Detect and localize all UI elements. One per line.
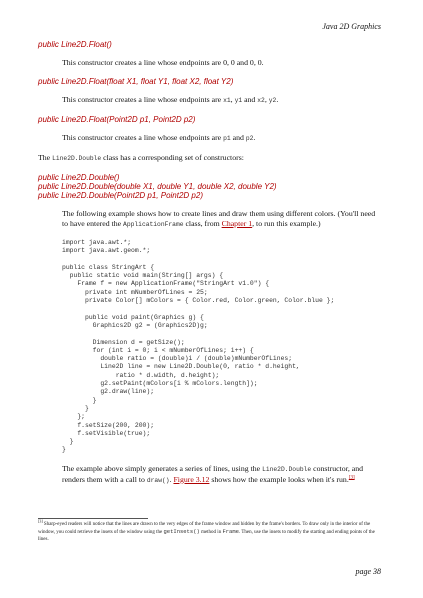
figure-link[interactable]: Figure 3.12 — [173, 474, 210, 484]
paragraph: The example above simply generates a series of lines, using the Line2D.Double constructor, and renders them with a call to draw(). Figure 3.12 shows how the example looks when it's run.[3] — [62, 463, 364, 484]
constructor-signature: public Line2D.Float() — [38, 40, 112, 49]
inline-code: draw() — [146, 476, 170, 484]
constructor-signature: public Line2D.Float(float X1, float Y1, float X2, float Y2) — [38, 77, 234, 86]
constructor-description: This constructor creates a line whose endpoints are p1 and p2. — [62, 133, 256, 142]
inline-code: getInsets() — [163, 528, 200, 535]
inline-code: p2 — [245, 135, 254, 142]
footnote: [3] Sharp-eyed readers will notice that the lines are drawn to the very edges of the frame window and hidden by the frame's borders. To draw only in the interior of the window, you could retrieve the insets of the window using the getInsets() method in Frame. Then, use the insets to modify the starting and ending points of the lines. — [38, 518, 375, 542]
paragraph: The following example shows how to create lines and draw them using different colors. (You'll need to have entered the ApplicationFrame class, from Chapter 1, to run this example.) — [62, 209, 376, 228]
inline-code: x2 — [257, 97, 265, 104]
page-content — [38, 40, 383, 486]
page-number: page 38 — [355, 567, 381, 576]
running-header: Java 2D Graphics — [322, 22, 381, 31]
inline-code: Line2D.Double — [262, 465, 312, 473]
constructor-signature: public Line2D.Double(double X1, double Y1, double X2, double Y2) — [38, 182, 277, 191]
constructor-description: This constructor creates a line whose endpoints are x1, y1 and x2, y2. — [62, 95, 279, 104]
inline-code: Frame — [222, 528, 239, 535]
inline-code: y2 — [268, 97, 277, 104]
constructor-signature: public Line2D.Double(Point2D p1, Point2D p2) — [38, 191, 203, 200]
paragraph: The Line2D.Double class has a corresponding set of constructors: — [38, 153, 244, 162]
constructor-signature: public Line2D.Double() — [38, 173, 120, 182]
constructor-description: This constructor creates a line whose endpoints are 0, 0 and 0, 0. — [62, 58, 264, 67]
inline-code: ApplicationFrame — [123, 221, 184, 228]
inline-code: p1 — [223, 135, 231, 142]
chapter-link[interactable]: Chapter 1 — [221, 219, 253, 228]
footnote-reference[interactable]: [3] — [348, 475, 355, 481]
constructor-signature: public Line2D.Float(Point2D p1, Point2D p2) — [38, 115, 196, 124]
inline-code: y1 — [234, 97, 243, 104]
footnote-marker: [3] — [38, 518, 43, 524]
inline-code: x1 — [223, 97, 231, 104]
code-listing: import java.awt.*; import java.awt.geom.*; public class StringArt { public static void main(String[] args) { Frame f = new ApplicationFrame("StringArt v1.0") { private int mNumberOfLines = 25; private Color[] mColors = { Color.red, Color.green, Color.blue }; public void paint(Graphics g) { Graphics2D g2 = (Graphics2D)g; Dimension d = getSize(); for (int i = 0; i < mNumberOfLines; i++) { double ratio = (double)i / (double)mNumberOfLines; Line2D line = new Line2D.Double(0, ratio * d.height, ratio * d.width, d.height); g2.setPaint(mColors[i % mColors.length]); g2.draw(line); } } }; f.setSize(200, 200); f.setVisible(true); } } — [62, 239, 335, 454]
inline-code: Line2D.Double — [52, 155, 102, 162]
footnote-divider — [38, 518, 148, 519]
